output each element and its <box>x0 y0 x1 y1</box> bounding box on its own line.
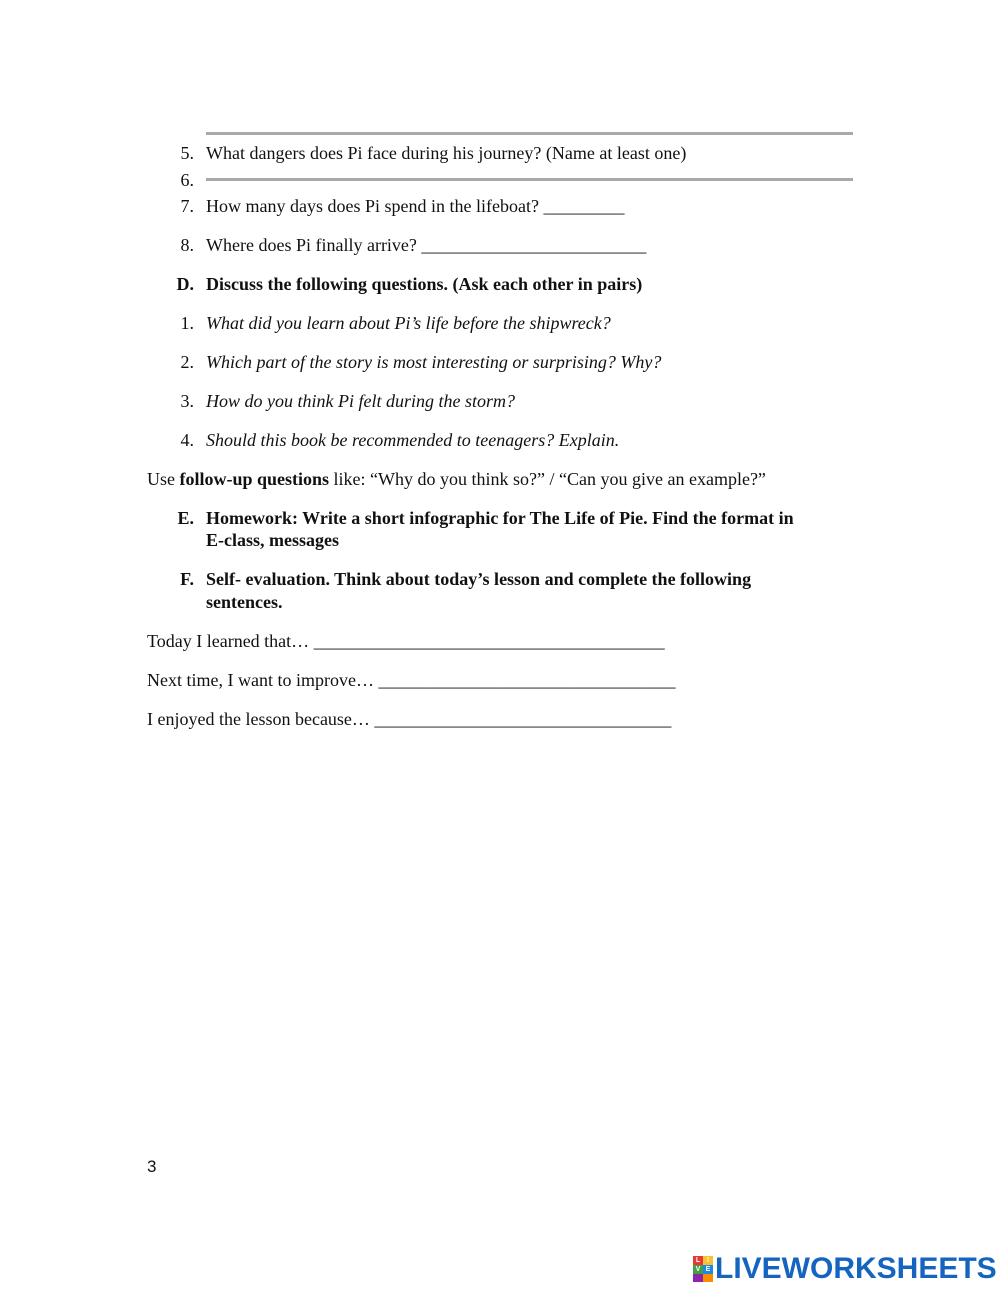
page-number: 3 <box>147 1157 157 1176</box>
followup-prefix: Use <box>147 469 180 489</box>
discussion-question: Which part of the story is most interesting or surprising? Why? <box>206 352 662 372</box>
discussion-question: How do you think Pi felt during the storm? <box>206 391 515 411</box>
liveworksheets-wordmark: LIVEWORKSHEETS <box>715 1252 997 1285</box>
discussion-number: 2. <box>180 352 194 372</box>
section-letter: E. <box>177 508 194 528</box>
liveworksheets-icon: L I V E <box>693 1256 713 1282</box>
liveworksheets-logo <box>693 1254 997 1284</box>
answer-line-q6[interactable] <box>206 178 853 181</box>
discussion-number: 4. <box>180 430 194 450</box>
prompt-enjoyed[interactable]: I enjoyed the lesson because… _________________________________ <box>147 709 672 729</box>
question-number: 8. <box>180 235 194 255</box>
question-text: What dangers does Pi face during his journey? (Name at least one) <box>206 143 687 163</box>
section-line-1: Homework: Write a short infographic for The Life of Pie. Find the format in <box>206 508 794 528</box>
prompt-next-time[interactable]: Next time, I want to improve… _________________________________ <box>147 670 676 690</box>
question-number: 6. <box>180 170 194 190</box>
followup-bold: follow-up questions <box>179 469 330 489</box>
discussion-number: 3. <box>180 391 194 411</box>
question-text: How many days does Pi spend in the lifeboat? _________ <box>206 196 625 216</box>
section-line-2: E-class, messages <box>206 530 339 550</box>
answer-line-above-q5 <box>206 132 853 135</box>
section-heading: Discuss the following questions. (Ask each other in pairs) <box>206 274 643 294</box>
question-number: 5. <box>180 143 194 163</box>
prompt-today-learned[interactable]: Today I learned that… _______________________________________ <box>147 631 665 651</box>
section-letter: D. <box>176 274 194 294</box>
discussion-question: What did you learn about Pi’s life before the shipwreck? <box>206 313 611 333</box>
discussion-question: Should this book be recommended to teenagers? Explain. <box>206 430 620 450</box>
section-letter: F. <box>180 569 194 589</box>
question-number: 7. <box>180 196 194 216</box>
followup-instruction <box>147 468 766 490</box>
question-text: Where does Pi finally arrive? _________________________ <box>206 235 647 255</box>
followup-suffix: like: “Why do you think so?” / “Can you give an example?” <box>329 469 766 489</box>
section-line-2: sentences. <box>206 592 283 612</box>
section-line-1: Self- evaluation. Think about today’s lesson and complete the following <box>206 569 752 589</box>
discussion-number: 1. <box>180 313 194 333</box>
